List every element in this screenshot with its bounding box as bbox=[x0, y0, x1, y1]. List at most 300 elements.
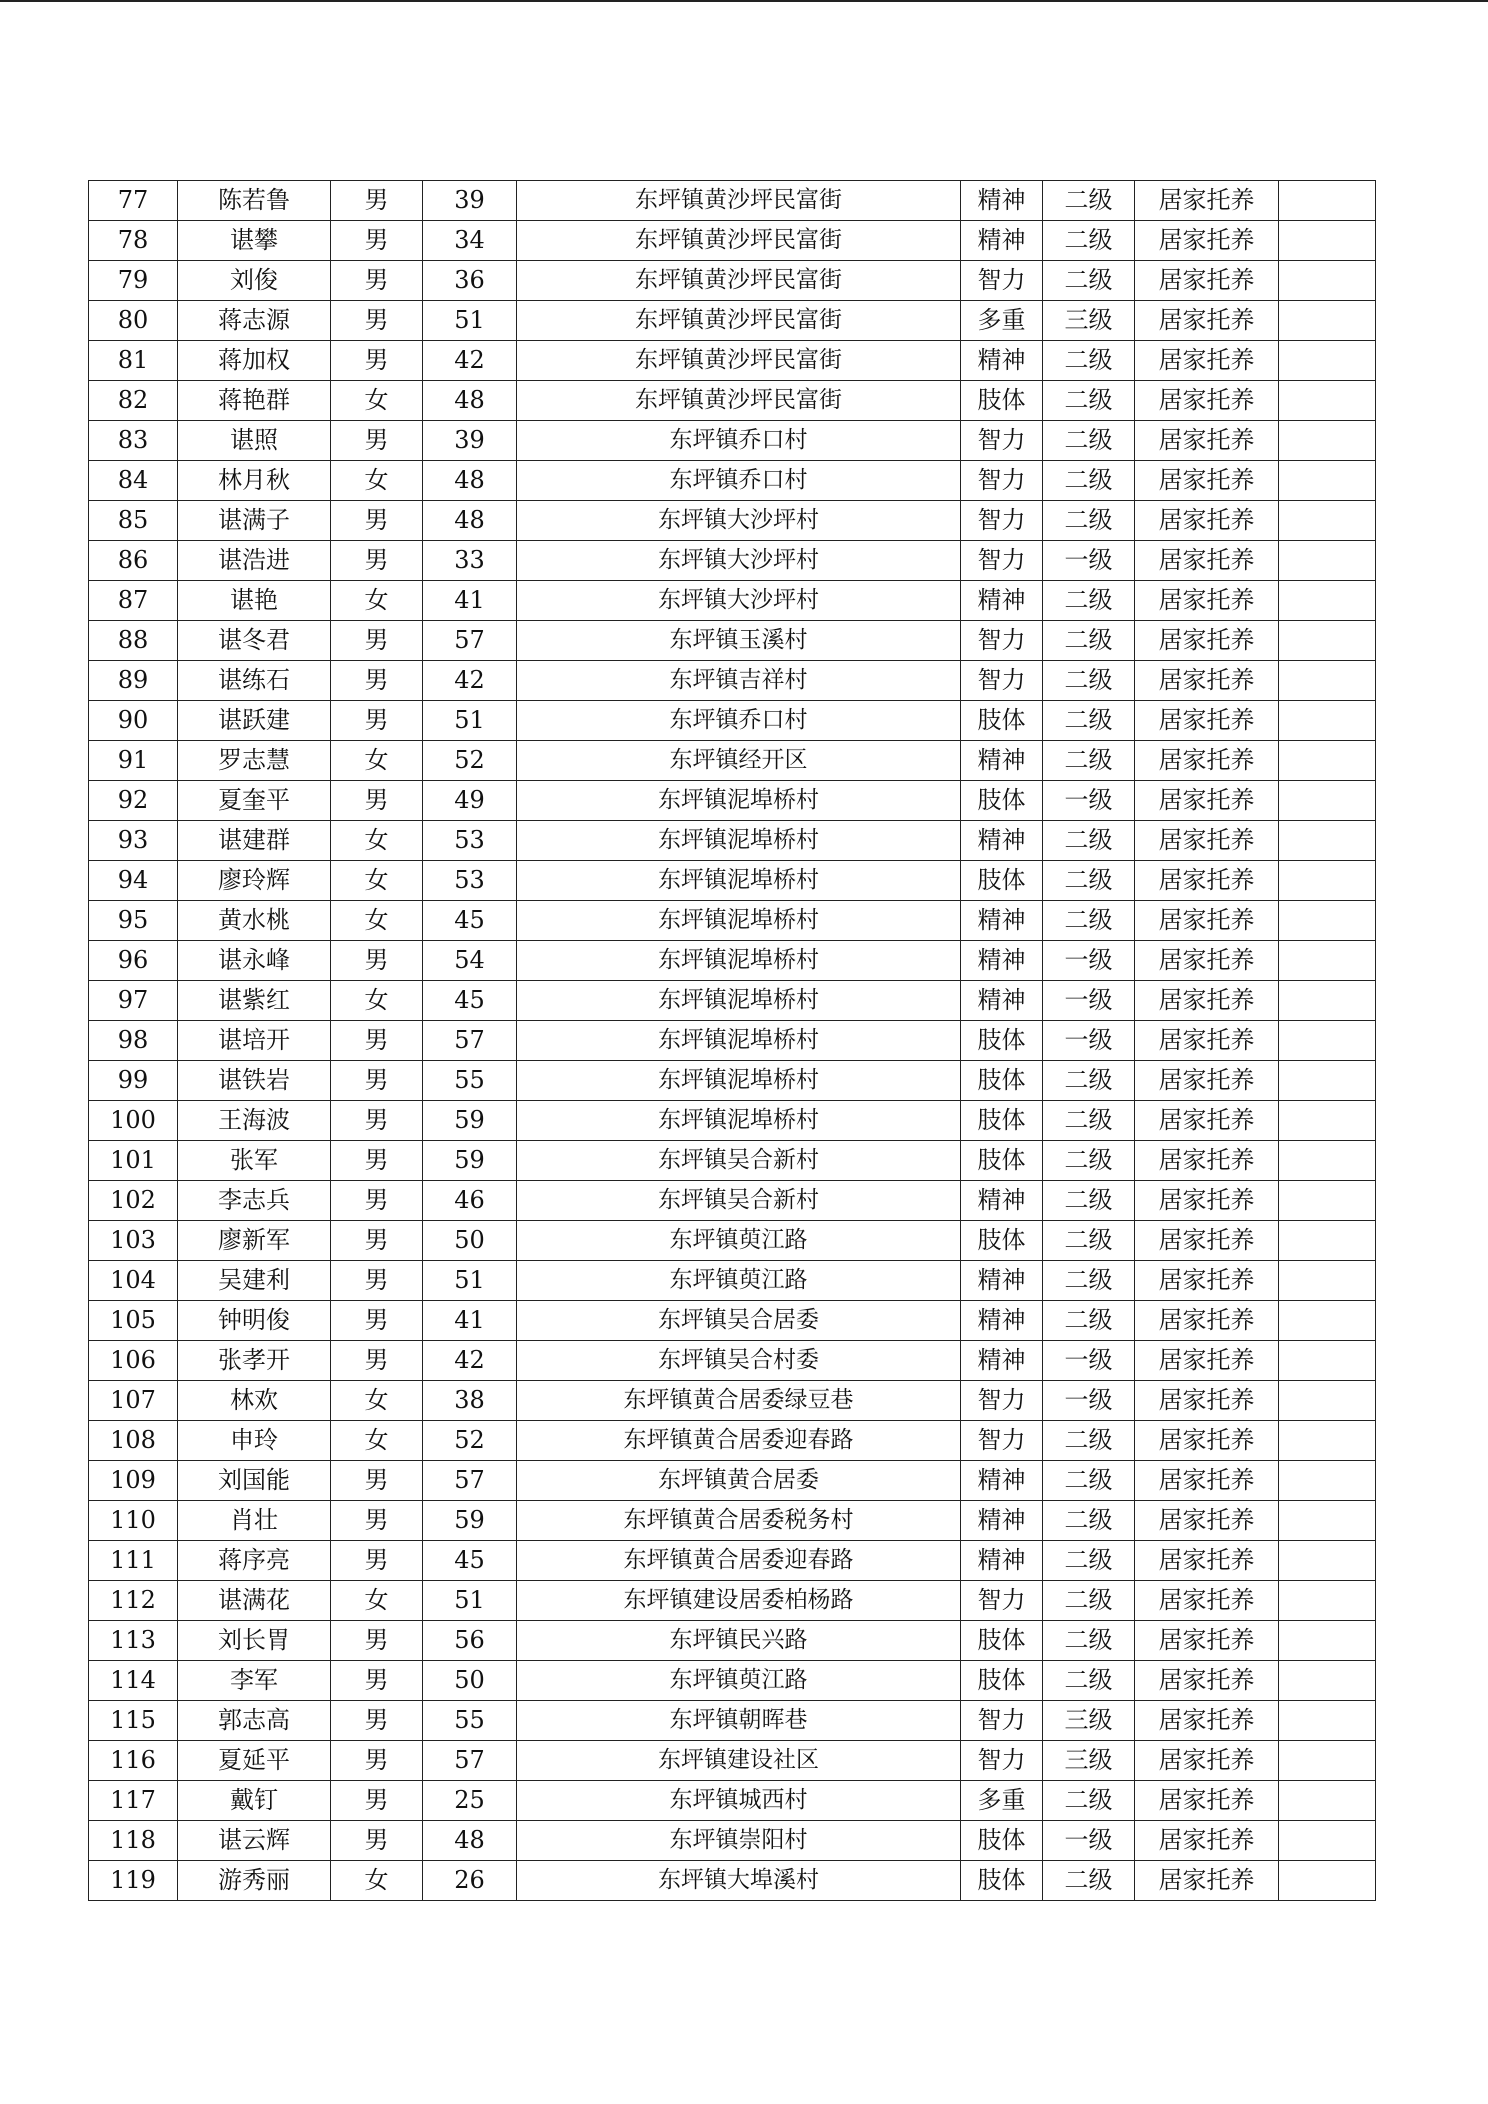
cell-disability-level: 二级 bbox=[1043, 1141, 1135, 1181]
cell-number: 101 bbox=[89, 1141, 178, 1181]
cell-name: 蒋加权 bbox=[178, 341, 331, 381]
cell-number: 105 bbox=[89, 1301, 178, 1341]
cell-disability-level: 三级 bbox=[1043, 1741, 1135, 1781]
cell-address: 东坪镇黄沙坪民富街 bbox=[517, 221, 961, 261]
cell-care-type: 居家托养 bbox=[1135, 341, 1279, 381]
cell-address: 东坪镇泥埠桥村 bbox=[517, 901, 961, 941]
table-row bbox=[89, 181, 1376, 221]
cell-name: 谌艳 bbox=[178, 581, 331, 621]
cell-age: 38 bbox=[423, 1381, 517, 1421]
cell-disability-category: 智力 bbox=[961, 1741, 1043, 1781]
cell-gender: 男 bbox=[331, 781, 423, 821]
cell-age: 48 bbox=[423, 461, 517, 501]
table-row bbox=[89, 861, 1376, 901]
cell-gender: 男 bbox=[331, 1181, 423, 1221]
cell-gender: 男 bbox=[331, 1301, 423, 1341]
cell-age: 39 bbox=[423, 181, 517, 221]
cell-name: 谌建群 bbox=[178, 821, 331, 861]
cell-number: 79 bbox=[89, 261, 178, 301]
cell-age: 57 bbox=[423, 1741, 517, 1781]
cell-name: 吴建利 bbox=[178, 1261, 331, 1301]
cell-gender: 女 bbox=[331, 861, 423, 901]
cell-care-type: 居家托养 bbox=[1135, 541, 1279, 581]
cell-number: 93 bbox=[89, 821, 178, 861]
cell-number: 92 bbox=[89, 781, 178, 821]
cell-address: 东坪镇吴合新村 bbox=[517, 1141, 961, 1181]
cell-note bbox=[1279, 1021, 1376, 1061]
cell-number: 115 bbox=[89, 1701, 178, 1741]
cell-disability-category: 肢体 bbox=[961, 1821, 1043, 1861]
table-row bbox=[89, 541, 1376, 581]
cell-gender: 女 bbox=[331, 1421, 423, 1461]
cell-care-type: 居家托养 bbox=[1135, 1101, 1279, 1141]
cell-number: 111 bbox=[89, 1541, 178, 1581]
cell-disability-level: 二级 bbox=[1043, 581, 1135, 621]
cell-disability-category: 智力 bbox=[961, 621, 1043, 661]
cell-note bbox=[1279, 1781, 1376, 1821]
cell-age: 57 bbox=[423, 621, 517, 661]
cell-number: 116 bbox=[89, 1741, 178, 1781]
cell-gender: 男 bbox=[331, 301, 423, 341]
cell-address: 东坪镇吴合村委 bbox=[517, 1341, 961, 1381]
cell-age: 42 bbox=[423, 661, 517, 701]
cell-care-type: 居家托养 bbox=[1135, 1181, 1279, 1221]
cell-gender: 男 bbox=[331, 221, 423, 261]
cell-address: 东坪镇大埠溪村 bbox=[517, 1861, 961, 1901]
cell-note bbox=[1279, 1461, 1376, 1501]
cell-age: 59 bbox=[423, 1501, 517, 1541]
cell-age: 39 bbox=[423, 421, 517, 461]
cell-gender: 女 bbox=[331, 381, 423, 421]
cell-number: 89 bbox=[89, 661, 178, 701]
cell-age: 55 bbox=[423, 1701, 517, 1741]
cell-note bbox=[1279, 1621, 1376, 1661]
cell-disability-category: 多重 bbox=[961, 301, 1043, 341]
cell-disability-category: 精神 bbox=[961, 1301, 1043, 1341]
cell-note bbox=[1279, 981, 1376, 1021]
cell-age: 45 bbox=[423, 901, 517, 941]
cell-care-type: 居家托养 bbox=[1135, 1461, 1279, 1501]
cell-gender: 男 bbox=[331, 1221, 423, 1261]
table-row bbox=[89, 1581, 1376, 1621]
cell-disability-level: 二级 bbox=[1043, 701, 1135, 741]
cell-age: 51 bbox=[423, 301, 517, 341]
cell-care-type: 居家托养 bbox=[1135, 1421, 1279, 1461]
cell-number: 102 bbox=[89, 1181, 178, 1221]
cell-name: 李志兵 bbox=[178, 1181, 331, 1221]
cell-address: 东坪镇黄合居委税务村 bbox=[517, 1501, 961, 1541]
cell-disability-level: 三级 bbox=[1043, 1701, 1135, 1741]
cell-care-type: 居家托养 bbox=[1135, 701, 1279, 741]
cell-name: 谌照 bbox=[178, 421, 331, 461]
cell-address: 东坪镇黄合居委迎春路 bbox=[517, 1541, 961, 1581]
table-row bbox=[89, 1181, 1376, 1221]
cell-age: 45 bbox=[423, 1541, 517, 1581]
cell-note bbox=[1279, 1661, 1376, 1701]
cell-care-type: 居家托养 bbox=[1135, 261, 1279, 301]
table-row bbox=[89, 1141, 1376, 1181]
cell-name: 夏奎平 bbox=[178, 781, 331, 821]
table-row bbox=[89, 461, 1376, 501]
cell-age: 56 bbox=[423, 1621, 517, 1661]
cell-gender: 男 bbox=[331, 541, 423, 581]
cell-gender: 女 bbox=[331, 821, 423, 861]
table-row bbox=[89, 341, 1376, 381]
cell-address: 东坪镇泥埠桥村 bbox=[517, 861, 961, 901]
cell-disability-category: 精神 bbox=[961, 581, 1043, 621]
cell-number: 90 bbox=[89, 701, 178, 741]
cell-disability-category: 精神 bbox=[961, 901, 1043, 941]
cell-name: 林欢 bbox=[178, 1381, 331, 1421]
cell-age: 52 bbox=[423, 741, 517, 781]
cell-gender: 男 bbox=[331, 1661, 423, 1701]
cell-disability-level: 二级 bbox=[1043, 1301, 1135, 1341]
cell-number: 114 bbox=[89, 1661, 178, 1701]
cell-disability-category: 肢体 bbox=[961, 1021, 1043, 1061]
cell-note bbox=[1279, 1261, 1376, 1301]
cell-note bbox=[1279, 581, 1376, 621]
cell-gender: 女 bbox=[331, 981, 423, 1021]
table-row bbox=[89, 1341, 1376, 1381]
table-row bbox=[89, 1421, 1376, 1461]
cell-care-type: 居家托养 bbox=[1135, 1061, 1279, 1101]
cell-disability-level: 二级 bbox=[1043, 1421, 1135, 1461]
cell-address: 东坪镇乔口村 bbox=[517, 421, 961, 461]
cell-name: 张军 bbox=[178, 1141, 331, 1181]
cell-care-type: 居家托养 bbox=[1135, 461, 1279, 501]
cell-name: 蒋艳群 bbox=[178, 381, 331, 421]
cell-note bbox=[1279, 821, 1376, 861]
cell-age: 42 bbox=[423, 341, 517, 381]
cell-disability-category: 肢体 bbox=[961, 1661, 1043, 1701]
cell-disability-category: 智力 bbox=[961, 1421, 1043, 1461]
table-row bbox=[89, 741, 1376, 781]
table-row bbox=[89, 1101, 1376, 1141]
table-row bbox=[89, 1821, 1376, 1861]
cell-note bbox=[1279, 941, 1376, 981]
cell-gender: 男 bbox=[331, 661, 423, 701]
cell-disability-category: 肢体 bbox=[961, 1061, 1043, 1101]
cell-gender: 男 bbox=[331, 941, 423, 981]
cell-name: 谌冬君 bbox=[178, 621, 331, 661]
cell-age: 36 bbox=[423, 261, 517, 301]
cell-gender: 男 bbox=[331, 1021, 423, 1061]
cell-number: 119 bbox=[89, 1861, 178, 1901]
cell-address: 东坪镇黄沙坪民富街 bbox=[517, 301, 961, 341]
cell-name: 谌满花 bbox=[178, 1581, 331, 1621]
cell-disability-level: 二级 bbox=[1043, 1861, 1135, 1901]
cell-note bbox=[1279, 221, 1376, 261]
cell-disability-level: 二级 bbox=[1043, 1061, 1135, 1101]
cell-disability-category: 智力 bbox=[961, 261, 1043, 301]
cell-disability-category: 精神 bbox=[961, 1341, 1043, 1381]
table-row bbox=[89, 1541, 1376, 1581]
cell-address: 东坪镇大沙坪村 bbox=[517, 581, 961, 621]
cell-address: 东坪镇泥埠桥村 bbox=[517, 781, 961, 821]
cell-number: 78 bbox=[89, 221, 178, 261]
cell-gender: 男 bbox=[331, 701, 423, 741]
cell-gender: 男 bbox=[331, 1741, 423, 1781]
cell-number: 77 bbox=[89, 181, 178, 221]
cell-number: 106 bbox=[89, 1341, 178, 1381]
cell-number: 109 bbox=[89, 1461, 178, 1501]
cell-name: 张孝开 bbox=[178, 1341, 331, 1381]
cell-age: 34 bbox=[423, 221, 517, 261]
table-row bbox=[89, 301, 1376, 341]
table-row bbox=[89, 421, 1376, 461]
cell-note bbox=[1279, 421, 1376, 461]
cell-care-type: 居家托养 bbox=[1135, 901, 1279, 941]
cell-address: 东坪镇泥埠桥村 bbox=[517, 941, 961, 981]
cell-note bbox=[1279, 1061, 1376, 1101]
cell-address: 东坪镇泥埠桥村 bbox=[517, 1101, 961, 1141]
cell-disability-level: 二级 bbox=[1043, 1621, 1135, 1661]
cell-address: 东坪镇吉祥村 bbox=[517, 661, 961, 701]
cell-address: 东坪镇城西村 bbox=[517, 1781, 961, 1821]
cell-age: 49 bbox=[423, 781, 517, 821]
cell-address: 东坪镇建设居委柏杨路 bbox=[517, 1581, 961, 1621]
cell-disability-category: 多重 bbox=[961, 1781, 1043, 1821]
cell-name: 谌永峰 bbox=[178, 941, 331, 981]
cell-disability-category: 智力 bbox=[961, 461, 1043, 501]
cell-care-type: 居家托养 bbox=[1135, 1381, 1279, 1421]
cell-disability-category: 精神 bbox=[961, 821, 1043, 861]
cell-disability-category: 智力 bbox=[961, 1381, 1043, 1421]
cell-disability-category: 智力 bbox=[961, 541, 1043, 581]
cell-disability-category: 精神 bbox=[961, 741, 1043, 781]
cell-address: 东坪镇乔口村 bbox=[517, 461, 961, 501]
cell-gender: 女 bbox=[331, 581, 423, 621]
cell-gender: 男 bbox=[331, 1501, 423, 1541]
cell-number: 97 bbox=[89, 981, 178, 1021]
cell-gender: 男 bbox=[331, 1261, 423, 1301]
cell-disability-level: 一级 bbox=[1043, 541, 1135, 581]
cell-name: 郭志高 bbox=[178, 1701, 331, 1741]
cell-gender: 男 bbox=[331, 1061, 423, 1101]
cell-note bbox=[1279, 501, 1376, 541]
cell-name: 王海波 bbox=[178, 1101, 331, 1141]
cell-number: 84 bbox=[89, 461, 178, 501]
table-row bbox=[89, 981, 1376, 1021]
cell-gender: 男 bbox=[331, 1821, 423, 1861]
cell-gender: 男 bbox=[331, 1461, 423, 1501]
cell-note bbox=[1279, 621, 1376, 661]
cell-care-type: 居家托养 bbox=[1135, 421, 1279, 461]
cell-disability-level: 二级 bbox=[1043, 421, 1135, 461]
cell-name: 谌练石 bbox=[178, 661, 331, 701]
cell-number: 91 bbox=[89, 741, 178, 781]
cell-care-type: 居家托养 bbox=[1135, 981, 1279, 1021]
cell-disability-level: 一级 bbox=[1043, 781, 1135, 821]
cell-care-type: 居家托养 bbox=[1135, 1341, 1279, 1381]
cell-age: 42 bbox=[423, 1341, 517, 1381]
cell-number: 117 bbox=[89, 1781, 178, 1821]
cell-disability-category: 肢体 bbox=[961, 1141, 1043, 1181]
cell-disability-level: 二级 bbox=[1043, 1581, 1135, 1621]
cell-care-type: 居家托养 bbox=[1135, 1301, 1279, 1341]
cell-care-type: 居家托养 bbox=[1135, 781, 1279, 821]
cell-gender: 女 bbox=[331, 1381, 423, 1421]
cell-gender: 女 bbox=[331, 741, 423, 781]
cell-disability-level: 二级 bbox=[1043, 861, 1135, 901]
cell-disability-category: 肢体 bbox=[961, 1221, 1043, 1261]
table-row bbox=[89, 1621, 1376, 1661]
cell-disability-category: 智力 bbox=[961, 661, 1043, 701]
cell-gender: 女 bbox=[331, 461, 423, 501]
cell-age: 59 bbox=[423, 1101, 517, 1141]
cell-note bbox=[1279, 1741, 1376, 1781]
cell-disability-category: 精神 bbox=[961, 981, 1043, 1021]
table-row bbox=[89, 901, 1376, 941]
cell-age: 25 bbox=[423, 1781, 517, 1821]
table-row bbox=[89, 501, 1376, 541]
cell-number: 82 bbox=[89, 381, 178, 421]
cell-age: 45 bbox=[423, 981, 517, 1021]
cell-care-type: 居家托养 bbox=[1135, 381, 1279, 421]
cell-note bbox=[1279, 901, 1376, 941]
cell-number: 113 bbox=[89, 1621, 178, 1661]
cell-address: 东坪镇萸江路 bbox=[517, 1221, 961, 1261]
cell-care-type: 居家托养 bbox=[1135, 1821, 1279, 1861]
cell-disability-category: 精神 bbox=[961, 181, 1043, 221]
cell-address: 东坪镇黄合居委绿豆巷 bbox=[517, 1381, 961, 1421]
cell-disability-category: 精神 bbox=[961, 221, 1043, 261]
cell-age: 57 bbox=[423, 1461, 517, 1501]
cell-note bbox=[1279, 1501, 1376, 1541]
cell-name: 蒋志源 bbox=[178, 301, 331, 341]
cell-note bbox=[1279, 1821, 1376, 1861]
cell-address: 东坪镇黄合居委 bbox=[517, 1461, 961, 1501]
cell-gender: 男 bbox=[331, 261, 423, 301]
cell-name: 刘俊 bbox=[178, 261, 331, 301]
cell-address: 东坪镇乔口村 bbox=[517, 701, 961, 741]
cell-number: 99 bbox=[89, 1061, 178, 1101]
cell-care-type: 居家托养 bbox=[1135, 1701, 1279, 1741]
cell-disability-level: 二级 bbox=[1043, 1461, 1135, 1501]
cell-address: 东坪镇经开区 bbox=[517, 741, 961, 781]
cell-number: 107 bbox=[89, 1381, 178, 1421]
cell-name: 谌攀 bbox=[178, 221, 331, 261]
cell-age: 54 bbox=[423, 941, 517, 981]
cell-note bbox=[1279, 701, 1376, 741]
cell-disability-level: 三级 bbox=[1043, 301, 1135, 341]
cell-gender: 女 bbox=[331, 901, 423, 941]
table-row bbox=[89, 781, 1376, 821]
cell-name: 李军 bbox=[178, 1661, 331, 1701]
table-row bbox=[89, 1661, 1376, 1701]
cell-care-type: 居家托养 bbox=[1135, 621, 1279, 661]
table-row bbox=[89, 621, 1376, 661]
table-row bbox=[89, 381, 1376, 421]
cell-name: 肖壮 bbox=[178, 1501, 331, 1541]
cell-name: 蒋序亮 bbox=[178, 1541, 331, 1581]
cell-age: 48 bbox=[423, 1821, 517, 1861]
cell-number: 108 bbox=[89, 1421, 178, 1461]
cell-name: 刘国能 bbox=[178, 1461, 331, 1501]
table-row bbox=[89, 1261, 1376, 1301]
cell-note bbox=[1279, 1141, 1376, 1181]
cell-age: 51 bbox=[423, 1261, 517, 1301]
cell-gender: 女 bbox=[331, 1861, 423, 1901]
cell-number: 95 bbox=[89, 901, 178, 941]
cell-gender: 男 bbox=[331, 501, 423, 541]
cell-note bbox=[1279, 381, 1376, 421]
cell-disability-category: 智力 bbox=[961, 421, 1043, 461]
cell-disability-category: 精神 bbox=[961, 1501, 1043, 1541]
cell-name: 谌浩进 bbox=[178, 541, 331, 581]
page-top-border bbox=[0, 0, 1488, 2]
table-row bbox=[89, 1741, 1376, 1781]
cell-disability-level: 二级 bbox=[1043, 661, 1135, 701]
cell-name: 谌紫红 bbox=[178, 981, 331, 1021]
cell-care-type: 居家托养 bbox=[1135, 1501, 1279, 1541]
cell-disability-category: 精神 bbox=[961, 1181, 1043, 1221]
cell-address: 东坪镇吴合新村 bbox=[517, 1181, 961, 1221]
cell-care-type: 居家托养 bbox=[1135, 661, 1279, 701]
cell-age: 48 bbox=[423, 381, 517, 421]
cell-care-type: 居家托养 bbox=[1135, 741, 1279, 781]
table-row bbox=[89, 1501, 1376, 1541]
cell-disability-level: 二级 bbox=[1043, 1661, 1135, 1701]
cell-disability-level: 二级 bbox=[1043, 341, 1135, 381]
cell-disability-level: 一级 bbox=[1043, 981, 1135, 1021]
cell-care-type: 居家托养 bbox=[1135, 1541, 1279, 1581]
cell-disability-category: 智力 bbox=[961, 501, 1043, 541]
cell-care-type: 居家托养 bbox=[1135, 1141, 1279, 1181]
table-row bbox=[89, 1221, 1376, 1261]
cell-note bbox=[1279, 261, 1376, 301]
cell-care-type: 居家托养 bbox=[1135, 301, 1279, 341]
cell-age: 41 bbox=[423, 581, 517, 621]
cell-care-type: 居家托养 bbox=[1135, 1261, 1279, 1301]
cell-address: 东坪镇建设社区 bbox=[517, 1741, 961, 1781]
cell-care-type: 居家托养 bbox=[1135, 821, 1279, 861]
cell-number: 80 bbox=[89, 301, 178, 341]
cell-note bbox=[1279, 1861, 1376, 1901]
cell-disability-level: 二级 bbox=[1043, 621, 1135, 661]
cell-number: 94 bbox=[89, 861, 178, 901]
cell-gender: 男 bbox=[331, 1341, 423, 1381]
cell-name: 申玲 bbox=[178, 1421, 331, 1461]
cell-disability-level: 一级 bbox=[1043, 1821, 1135, 1861]
cell-name: 谌培开 bbox=[178, 1021, 331, 1061]
table-row bbox=[89, 1701, 1376, 1741]
cell-note bbox=[1279, 1301, 1376, 1341]
cell-gender: 男 bbox=[331, 621, 423, 661]
cell-name: 罗志慧 bbox=[178, 741, 331, 781]
cell-gender: 男 bbox=[331, 341, 423, 381]
cell-note bbox=[1279, 1581, 1376, 1621]
cell-age: 57 bbox=[423, 1021, 517, 1061]
table-row bbox=[89, 661, 1376, 701]
cell-age: 55 bbox=[423, 1061, 517, 1101]
cell-disability-level: 二级 bbox=[1043, 501, 1135, 541]
cell-disability-category: 肢体 bbox=[961, 861, 1043, 901]
cell-note bbox=[1279, 1181, 1376, 1221]
cell-age: 50 bbox=[423, 1661, 517, 1701]
cell-gender: 男 bbox=[331, 421, 423, 461]
cell-note bbox=[1279, 741, 1376, 781]
cell-care-type: 居家托养 bbox=[1135, 1861, 1279, 1901]
cell-number: 88 bbox=[89, 621, 178, 661]
cell-care-type: 居家托养 bbox=[1135, 221, 1279, 261]
cell-disability-level: 二级 bbox=[1043, 1541, 1135, 1581]
cell-disability-level: 一级 bbox=[1043, 941, 1135, 981]
cell-note bbox=[1279, 1221, 1376, 1261]
cell-address: 东坪镇萸江路 bbox=[517, 1261, 961, 1301]
cell-note bbox=[1279, 461, 1376, 501]
cell-note bbox=[1279, 181, 1376, 221]
